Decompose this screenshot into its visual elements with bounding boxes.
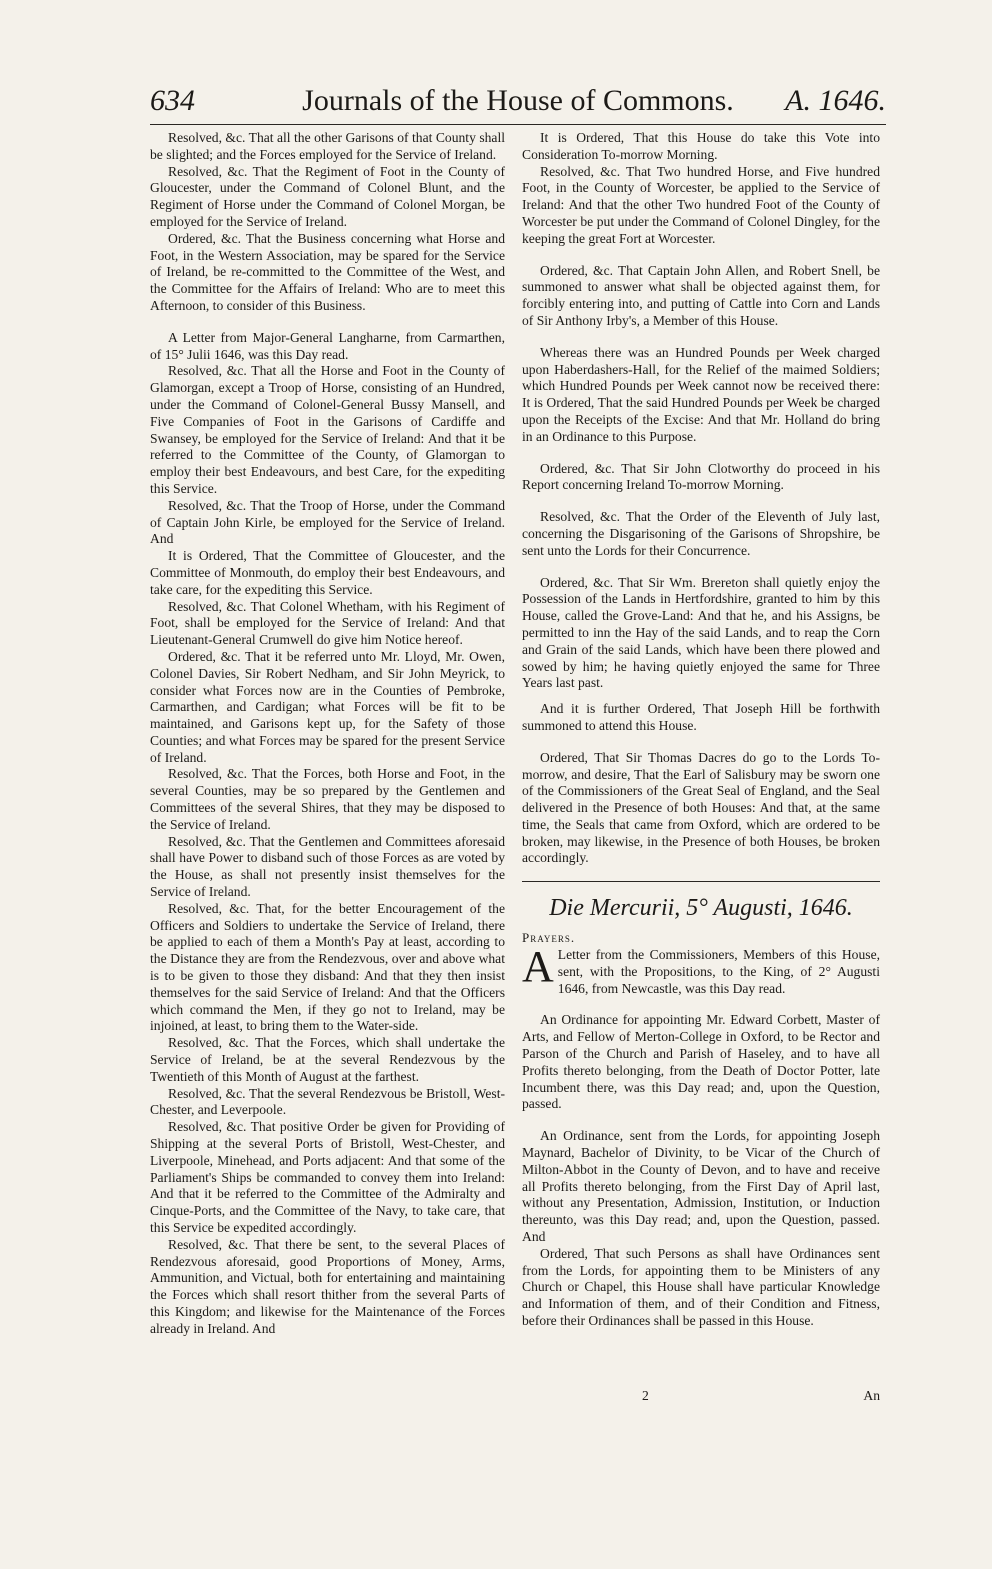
entry: An Ordinance for appointing Mr. Edward Corbett, Master of Arts, and Fellow of Merton-College in Oxford, to be Rector and Parson of the Church and Parish of Haseley, and to have all Profits thereto belonging, from the Death of Doctor Potter, late Incumbent there, was this Day read; and, upon the Question, passed. bbox=[522, 1012, 880, 1112]
entry: And it is further Ordered, That Joseph Hill be forthwith summoned to attend this House. bbox=[522, 701, 880, 733]
entry: It is Ordered, That the Committee of Gloucester, and the Committee of Monmouth, do employ their best Endeavours, and take care, for the expediting this Service. bbox=[150, 548, 505, 597]
signature-mark: 2 bbox=[642, 1388, 649, 1403]
entry: Resolved, &c. That the Regiment of Foot in the County of Gloucester, under the Command of Colonel Blunt, and the Regiment of Horse under the Command of Colonel Morgan, be employed for the Service of Ireland. bbox=[150, 163, 505, 229]
entry: Resolved, &c. That the Troop of Horse, under the Command of Captain John Kirle, be employed for the Service of Ireland. And bbox=[150, 497, 505, 547]
running-title: Journals of the House of Commons. bbox=[302, 84, 734, 117]
right-column bbox=[522, 130, 880, 1330]
entry: Ordered, &c. That Captain John Allen, and Robert Snell, be summoned to answer what shall be objected against them, for forcibly entering into, and putting of Cattle into Corn and Lands of Sir Anthony Irby's, a Member of this House. bbox=[522, 262, 880, 328]
catchword: An bbox=[863, 1388, 880, 1403]
entry: Resolved, &c. That Colonel Whetham, with his Regiment of Foot, shall be employed for the Service of Ireland: And that Lieutenant-General Crumwell do give him Notice hereof. bbox=[150, 598, 505, 648]
entry: Whereas there was an Hundred Pounds per Week charged upon Haberdashers-Hall, for the Relief of the maimed Soldiers; which Hundred Pounds per Week cannot now be received there: It is Ordered, That the said Hundred Pounds per Week be charged upon the Receipts of the Excise: And that Mr. Holland do bring in an Ordinance to this Purpose. bbox=[522, 344, 880, 444]
session-rule bbox=[522, 881, 880, 882]
entry: Resolved, &c. That the Forces, both Horse and Foot, in the several Counties, may be so prepared by the Gentlemen and Committees of the several Shires, that they may be disposed to the Service of Ireland. bbox=[150, 766, 505, 832]
entry: Ordered, That such Persons as shall have Ordinances sent from the Lords, for appointing them to be Ministers of any Church or Chapel, this House shall have particular Knowledge and Information of them, and of their Condition and Fitness, before their Ordinances shall be passed in this House. bbox=[522, 1245, 880, 1329]
entry: Resolved, &c. That, for the better Encouragement of the Officers and Soldiers to undertake the Service of Ireland, there be applied to each of them a Month's Pay at least, according to the Distance they are from the Rendezvous, over and above what is to be given to those they disband: And that they then insist themselves for the said Service of Ireland: And that the Officers which command the Men, if they go not to Ireland, may be injoined, at least, to bring them to the Water-side. bbox=[150, 900, 505, 1034]
prayers-label: Prayers. bbox=[522, 930, 576, 946]
entry: Resolved, &c. That the Gentlemen and Committees aforesaid shall have Power to disband such of those Forces as are voted by the House, as shall not presently insist themselves for the Service of Ireland. bbox=[150, 833, 505, 900]
entry: Resolved, &c. That Two hundred Horse, and Five hundred Foot, in the County of Worcester, be applied to the Service of Ireland: And that the other Two hundred Foot of the County of Worcester be put under the Command of Colonel Dingley, for the keeping the great Fort at Worcester. bbox=[522, 163, 880, 246]
entry: Ordered, &c. That Sir Wm. Brereton shall quietly enjoy the Possession of the Lands in Hertfordshire, granted to him by this House, called the Grove-Land: And that he, and his Assigns, be permitted to inn the Hay of the said Lands, and to reap the Corn and Grain of the said Lands, which have been there plowed and sowed by him; he having quietly enjoyed the same for Three Years last past. bbox=[522, 574, 880, 691]
entry: Ordered, That Sir Thomas Dacres do go to the Lords To-morrow, and desire, That the Earl of Salisbury may be sworn one of the Commissioners of the Great Seal of England, and the Seal delivered in the Presence of both Houses: And that, at the same time, the Seals that came from Oxford, which are ordered to be broken, may likewise, in the Presence of both Houses, be broken accordingly. bbox=[522, 749, 880, 866]
entry: Resolved, &c. That all the other Garisons of that County shall be slighted; and the Forces employed for the Service of Ireland. bbox=[150, 130, 505, 162]
entry: Ordered, &c. That Sir John Clotworthy do proceed in his Report concerning Ireland To-morrow Morning. bbox=[522, 460, 880, 493]
entry: Resolved, &c. That all the Horse and Foot in the County of Glamorgan, except a Troop of Horse, consisting of an Hundred, under the Command of Colonel-General Bussy Mansell, and Five Companies of Foot in the Garisons of Cardiffe and Swansey, be employed for the Service of Ireland: And that it be referred to the Committee of the County, of Glamorgan to employ their best Endeavours, and best Care, for the expediting this Service. bbox=[150, 363, 505, 496]
running-year: A. 1646. bbox=[785, 84, 886, 117]
session-heading: Die Mercurii, 5° Augusti, 1646. bbox=[549, 895, 853, 922]
header-rule bbox=[150, 124, 886, 125]
session-first-entry bbox=[522, 942, 880, 997]
page-number: 634 bbox=[150, 84, 195, 117]
entry: Ordered, &c. That the Business concerning what Horse and Foot, in the Western Association, may be spared for the Service of Ireland, be re-committed to the Committee of the West, and the Committee for the Affairs of Ireland: Who are to meet this Afternoon, to consider of this Business. bbox=[150, 230, 505, 313]
page-footer bbox=[522, 1388, 880, 1408]
drop-cap: A bbox=[522, 942, 554, 992]
entry: It is Ordered, That this House do take this Vote into Consideration To-morrow Morning. bbox=[522, 130, 880, 162]
entry: Resolved, &c. That the Order of the Eleventh of July last, concerning the Disgarisoning of the Garisons of Shropshire, be sent unto the Lords for their Concurrence. bbox=[522, 509, 880, 558]
entry: A Letter from Major-General Langharne, from Carmarthen, of 15° Julii 1646, was this Day read. bbox=[150, 329, 505, 362]
entry: Resolved, &c. That the several Rendezvous be Bristoll, West-Chester, and Leverpoole. bbox=[150, 1085, 505, 1118]
session-first-text: Letter from the Commissioners, Members of this House, sent, with the Propositions, to the King, of 2° Augusti 1646, from Newcastle, was this Day read. bbox=[557, 947, 880, 996]
entry: An Ordinance, sent from the Lords, for appointing Joseph Maynard, Bachelor of Divinity, to be Vicar of the Church of Milton-Abbot in the County of Devon, and to have and receive all Profits thereto belonging, from the First Day of April last, without any Presentation, Admission, Institution, or Induction thereunto, was this Day read; and, upon the Question, passed. And bbox=[522, 1128, 880, 1245]
left-column bbox=[150, 130, 505, 1338]
entry: Resolved, &c. That there be sent, to the several Places of Rendezvous aforesaid, good Proportions of Money, Arms, Ammunition, and Victual, both for entertaining and maintaining the Forces which shall resort thither from the several Parts of this Kingdom; and likewise for the Maintenance of the Forces already in Ireland. And bbox=[150, 1236, 505, 1336]
entry: Resolved, &c. That positive Order be given for Providing of Shipping at the several Ports of Bristoll, West-Chester, and Liverpoole, Minehead, and Ports adjacent: And that some of the Parliament's Ships be commanded to convey them into Ireland: And that it be referred to the Committee of the Admiralty and Cinque-Ports, and the Committee of the Navy, to take care, that this Service be expedited accordingly. bbox=[150, 1119, 505, 1235]
entry: Ordered, &c. That it be referred unto Mr. Lloyd, Mr. Owen, Colonel Davies, Sir Robert Nedham, and Sir John Meyrick, to consider what Forces now are in the Counties of Pembroke, Carmarthen, and Cardigan; what Forces will be fit to be maintained, and Garisons kept up, for the Safety of those Counties; and what Forces may be spared for the present Service of Ireland. bbox=[150, 648, 505, 765]
entry: Resolved, &c. That the Forces, which shall undertake the Service of Ireland, be at the several Rendezvous by the Twentieth of this Month of August at the farthest. bbox=[150, 1035, 505, 1084]
